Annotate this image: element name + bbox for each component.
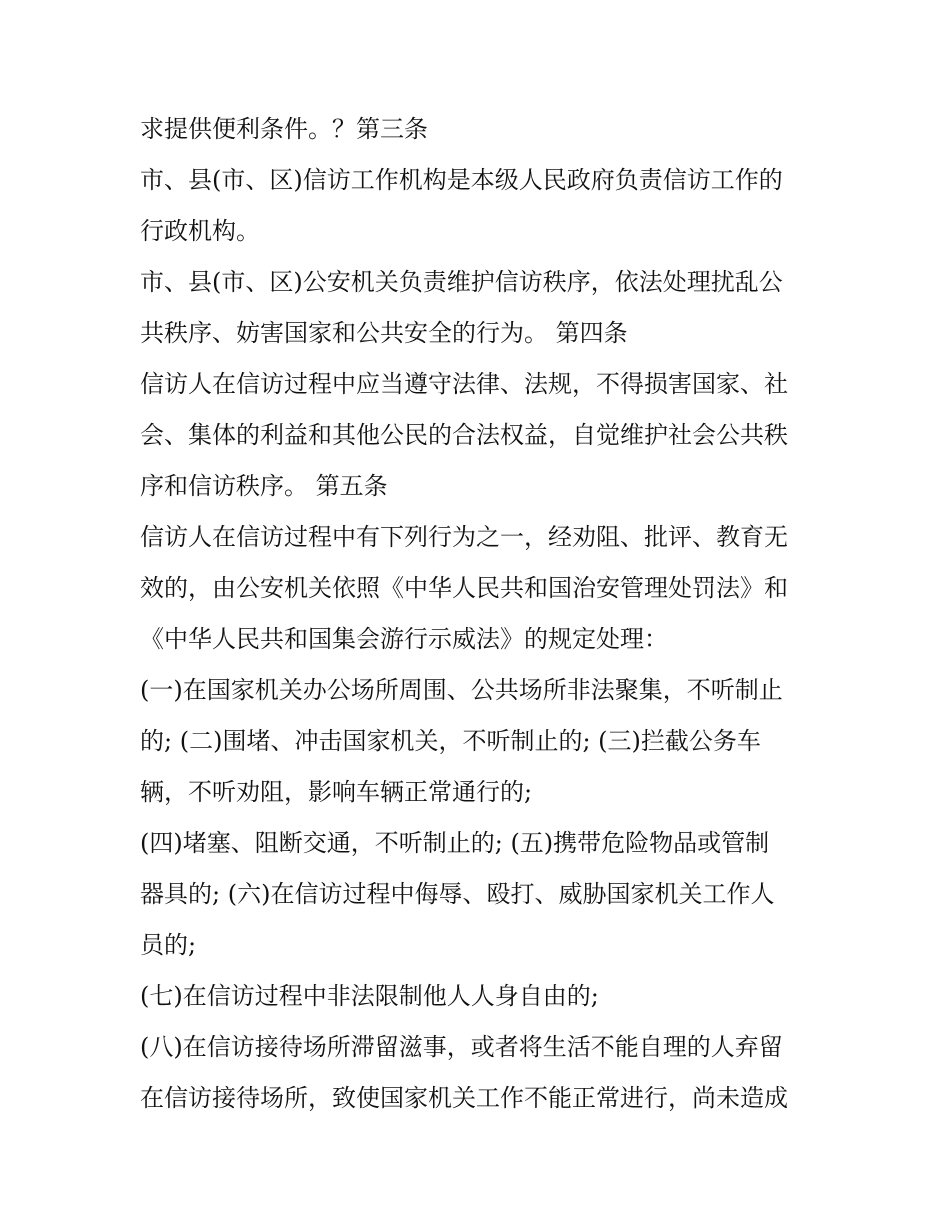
text-line-10: 效的，由公安机关依照《中华人民共和国治安管理处罚法》和 xyxy=(140,574,788,602)
text-line-4: 市、县(市、区)公安机关负责维护信访秩序，依法处理扰乱公 xyxy=(140,268,783,296)
text-line-16: 器具的; (六)在信访过程中侮辱、殴打、威胁国家机关工作人 xyxy=(140,880,775,908)
text-line-2: 市、县(市、区)信访工作机构是本级人民政府负责信访工作的 xyxy=(140,166,783,194)
text-line-7: 会、集体的利益和其他公民的合法权益，自觉维护社会公共秩 xyxy=(140,421,788,449)
text-line-15: (四)堵塞、阻断交通，不听制止的; (五)携带危险物品或管制 xyxy=(140,829,770,857)
text-line-14: 辆，不听劝阻，影响车辆正常通行的; xyxy=(140,778,533,806)
text-line-1: 求提供便利条件。？第三条 xyxy=(140,115,428,143)
text-line-11: 《中华人民共和国集会游行示威法》的规定处理： xyxy=(140,625,668,653)
text-line-9: 信访人在信访过程中有下列行为之一，经劝阻、批评、教育无 xyxy=(140,523,788,551)
text-line-6: 信访人在信访过程中应当遵守法律、法规，不得损害国家、社 xyxy=(140,370,788,398)
text-line-18: (七)在信访过程中非法限制他人人身自由的; xyxy=(140,982,599,1010)
text-line-20: 在信访接待场所，致使国家机关工作不能正常进行，尚未造成 xyxy=(140,1084,788,1112)
text-line-13: 的; (二)围堵、冲击国家机关，不听制止的; (三)拦截公务车 xyxy=(140,727,761,755)
text-line-19: (八)在信访接待场所滞留滋事，或者将生活不能自理的人弃留 xyxy=(140,1033,783,1061)
text-line-3: 行政机构。 xyxy=(140,217,260,245)
text-line-8: 序和信访秩序。 第五条 xyxy=(140,472,388,500)
text-line-17: 员的; xyxy=(140,931,197,959)
text-line-5: 共秩序、妨害国家和公共安全的行为。 第四条 xyxy=(140,319,628,347)
text-line-12: (一)在国家机关办公场所周围、公共场所非法聚集，不听制止 xyxy=(140,676,783,704)
